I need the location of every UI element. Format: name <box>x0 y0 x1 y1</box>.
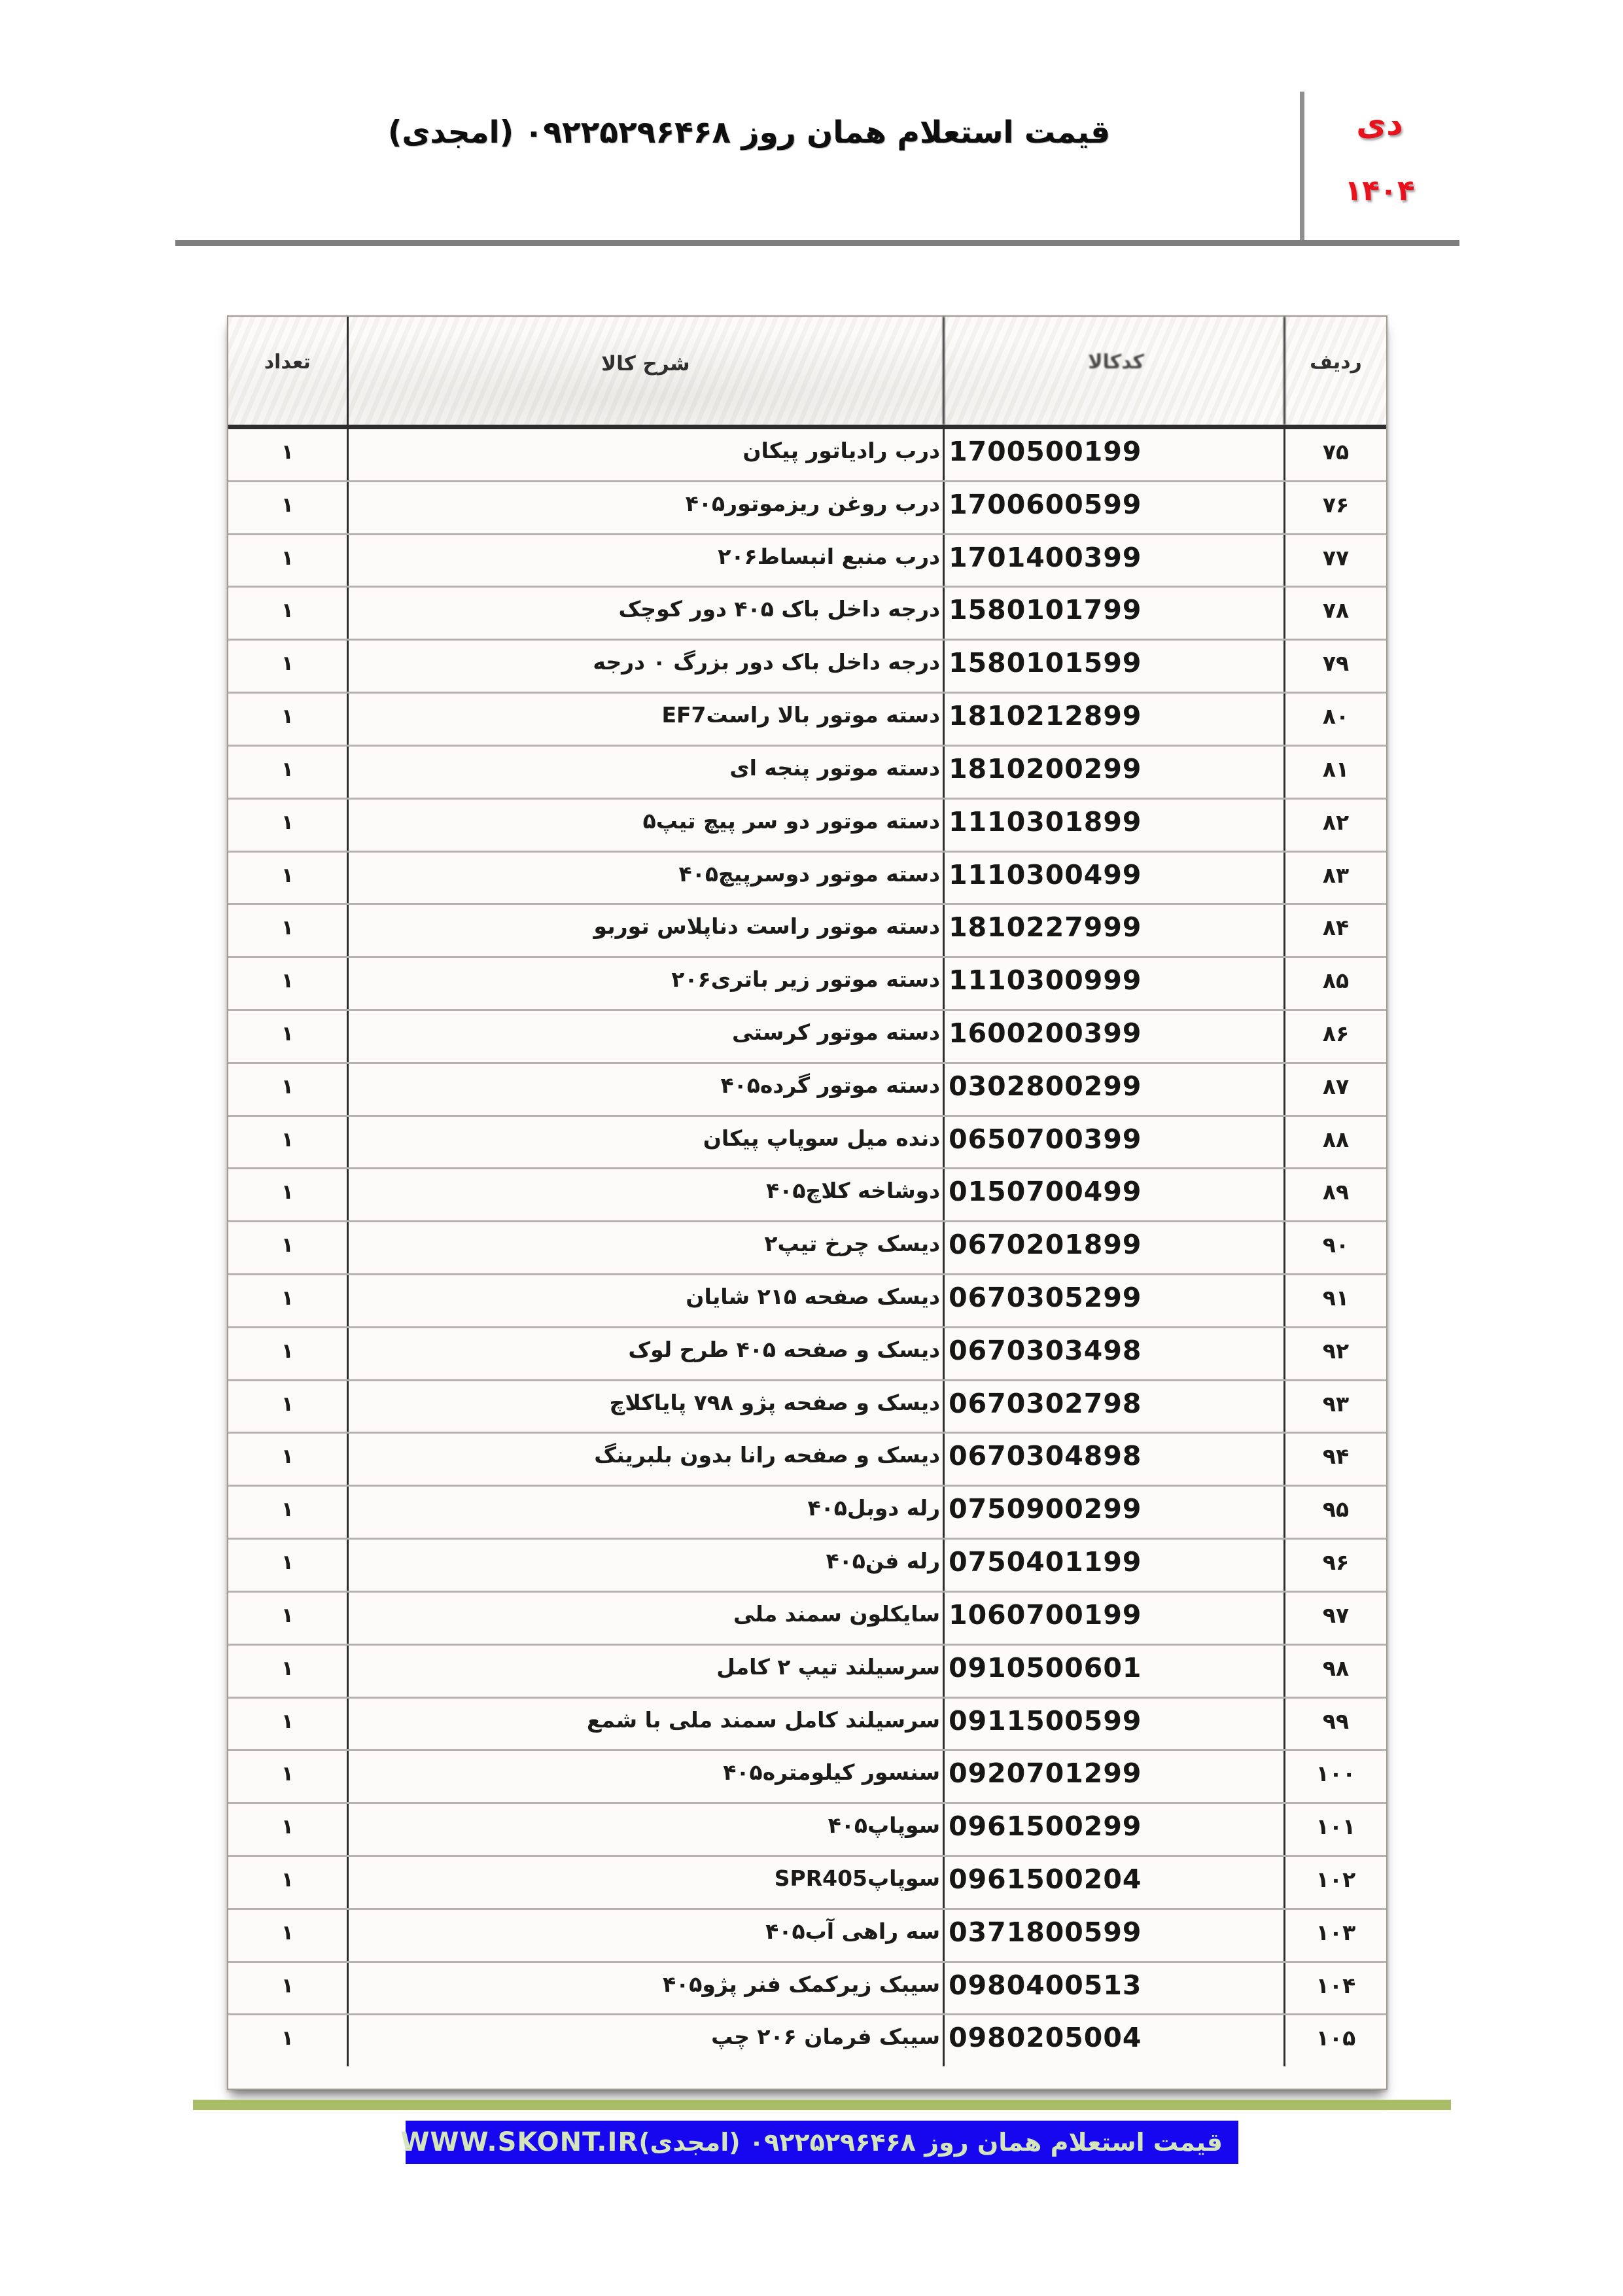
table-row <box>228 692 1386 745</box>
table-row <box>228 798 1386 851</box>
item-code: 0750900299 <box>943 1487 1285 1538</box>
row-number: ۷۹ <box>1322 650 1350 677</box>
table-row <box>228 480 1386 533</box>
item-quantity: ۱ <box>281 1074 294 1099</box>
header-rule <box>175 240 1459 246</box>
item-code: 1810227999 <box>943 905 1285 956</box>
item-code: 1060700199 <box>943 1593 1285 1644</box>
item-quantity: ۱ <box>281 916 294 940</box>
item-description: دیسک و صفحه ۴۰۵ طرح لوک <box>347 1328 943 1379</box>
item-quantity: ۱ <box>281 440 294 464</box>
item-description: درجه داخل باک ۴۰۵ دور کوچک <box>347 588 943 639</box>
column-header-description: شرح کالا <box>347 317 943 425</box>
item-code: 0670303498 <box>943 1328 1285 1379</box>
row-number: ۱۰۰ <box>1316 1761 1356 1787</box>
table-row <box>228 1009 1386 1062</box>
item-description: دسته موتور زیر باتری۲۰۶ <box>347 958 943 1009</box>
item-description: سوپاپSPR405 <box>347 1857 943 1908</box>
item-quantity: ۱ <box>281 599 294 623</box>
item-description: سنسور کیلومتره۴۰۵ <box>347 1751 943 1802</box>
column-header-code: کدکالا <box>943 317 1285 425</box>
row-number: ۹۶ <box>1322 1549 1350 1576</box>
row-number: ۱۰۲ <box>1316 1866 1356 1892</box>
footer-green-bar <box>193 2100 1451 2110</box>
row-number: ۸۱ <box>1322 756 1350 782</box>
item-description: دیسک و صفحه رانا بدون بلبرینگ <box>347 1434 943 1485</box>
item-code: 0910500601 <box>943 1646 1285 1697</box>
item-code: 0961500204 <box>943 1857 1285 1908</box>
item-code: 0961500299 <box>943 1804 1285 1855</box>
table-row <box>228 586 1386 639</box>
item-code: 0650700399 <box>943 1117 1285 1168</box>
table-header-row <box>228 317 1386 429</box>
row-number: ۹۵ <box>1322 1496 1350 1523</box>
table-row <box>228 956 1386 1009</box>
item-quantity: ۱ <box>281 1551 294 1575</box>
table-row <box>228 1538 1386 1591</box>
item-quantity: ۱ <box>281 1603 294 1627</box>
row-number: ۸۵ <box>1322 968 1350 994</box>
item-quantity: ۱ <box>281 1762 294 1786</box>
row-number: ۹۲ <box>1322 1337 1350 1364</box>
row-number: ۹۰ <box>1322 1232 1350 1258</box>
item-code: 1700500199 <box>943 429 1285 480</box>
row-number: ۱۰۵ <box>1316 2025 1356 2051</box>
item-code: 1810200299 <box>943 747 1285 798</box>
item-quantity: ۱ <box>281 1709 294 1733</box>
item-code: 0670305299 <box>943 1275 1285 1326</box>
item-description: سرسیلند تیپ ۲ کامل <box>347 1646 943 1697</box>
item-description: رله فن۴۰۵ <box>347 1540 943 1591</box>
table-row <box>228 1644 1386 1697</box>
item-description: دنده میل سوپاپ پیکان <box>347 1117 943 1168</box>
row-number: ۸۷ <box>1322 1073 1350 1099</box>
table-row <box>228 1749 1386 1802</box>
row-number: ۸۹ <box>1322 1179 1350 1205</box>
row-number: ۹۹ <box>1322 1708 1350 1734</box>
item-code: 0670302798 <box>943 1381 1285 1432</box>
item-code: 0980400513 <box>943 1963 1285 2014</box>
item-code: 1110300499 <box>943 853 1285 904</box>
table-row <box>228 1908 1386 1961</box>
table-body <box>228 429 1386 2089</box>
table-row <box>228 1273 1386 1326</box>
item-code: 0980205004 <box>943 2015 1285 2066</box>
row-number: ۹۳ <box>1322 1390 1350 1417</box>
item-description: درب منبع انبساط۲۰۶ <box>347 535 943 586</box>
table-row <box>228 1591 1386 1644</box>
item-code: 1110300999 <box>943 958 1285 1009</box>
item-description: دسته موتور کرستی <box>347 1011 943 1062</box>
table-row <box>228 639 1386 692</box>
item-quantity: ۱ <box>281 652 294 676</box>
item-quantity: ۱ <box>281 1286 294 1310</box>
row-number: ۱۰۱ <box>1316 1814 1356 1840</box>
table-row <box>228 1115 1386 1168</box>
item-code: 0920701299 <box>943 1751 1285 1802</box>
item-code: 0302800299 <box>943 1064 1285 1115</box>
item-quantity: ۱ <box>281 1392 294 1416</box>
item-quantity: ۱ <box>281 757 294 781</box>
item-code: 1600200399 <box>943 1011 1285 1062</box>
date-year: ۱۴۰۴ <box>1344 174 1415 207</box>
item-code: 1700600599 <box>943 482 1285 533</box>
item-code: 1110301899 <box>943 800 1285 851</box>
row-number: ۹۷ <box>1322 1602 1350 1628</box>
item-quantity: ۱ <box>281 863 294 887</box>
item-quantity: ۱ <box>281 1021 294 1046</box>
item-description: سایکلون سمند ملی <box>347 1593 943 1644</box>
item-code: 0670304898 <box>943 1434 1285 1485</box>
item-description: دسته موتور بالا راستEF7 <box>347 694 943 745</box>
item-code: 0371800599 <box>943 1910 1285 1961</box>
row-number: ۱۰۴ <box>1316 1972 1356 1998</box>
row-number: ۸۴ <box>1322 915 1350 941</box>
row-number: ۹۴ <box>1322 1443 1350 1470</box>
row-number: ۹۸ <box>1322 1655 1350 1681</box>
table-row <box>228 1167 1386 1220</box>
item-description: دیسک صفحه ۲۱۵ شایان <box>347 1275 943 1326</box>
scanned-price-table <box>227 315 1387 2090</box>
item-quantity: ۱ <box>281 1498 294 1522</box>
item-quantity: ۱ <box>281 705 294 729</box>
row-number: ۸۰ <box>1322 703 1350 730</box>
item-description: سه راهی آب۴۰۵ <box>347 1910 943 1961</box>
item-description: درب روغن ریزموتور۴۰۵ <box>347 482 943 533</box>
item-quantity: ۱ <box>281 810 294 834</box>
row-number: ۷۵ <box>1322 439 1350 465</box>
table-row <box>228 903 1386 956</box>
footer-banner <box>400 2121 1238 2164</box>
row-number: ۷۶ <box>1322 491 1350 518</box>
item-description: دسته موتور دو سر پیچ تیپ۵ <box>347 800 943 851</box>
table-row <box>228 1220 1386 1273</box>
item-description: دوشاخه کلاچ۴۰۵ <box>347 1169 943 1220</box>
row-number: ۸۶ <box>1322 1020 1350 1046</box>
item-code: 0750401199 <box>943 1540 1285 1591</box>
table-row <box>228 1855 1386 1908</box>
row-number: ۷۷ <box>1322 544 1350 571</box>
item-quantity: ۱ <box>281 2026 294 2051</box>
date-month: دی <box>1356 105 1403 143</box>
page-title: قیمت استعلام همان روز ۰۹۲۲۵۲۹۶۴۶۸ (امجدی) <box>387 115 1111 150</box>
column-header-quantity: تعداد <box>264 351 311 374</box>
item-description: سوپاپ۴۰۵ <box>347 1804 943 1855</box>
row-number: ۹۱ <box>1322 1285 1350 1311</box>
item-code: 0670201899 <box>943 1222 1285 1273</box>
item-code: 0911500599 <box>943 1699 1285 1750</box>
item-quantity: ۱ <box>281 969 294 993</box>
table-row <box>228 1802 1386 1855</box>
row-number: ۷۸ <box>1322 597 1350 624</box>
item-quantity: ۱ <box>281 493 294 517</box>
item-code: 1580101799 <box>943 588 1285 639</box>
table-row <box>228 429 1386 480</box>
item-quantity: ۱ <box>281 1656 294 1680</box>
item-quantity: ۱ <box>281 1815 294 1839</box>
item-description: دسته موتور راست دناپلاس توربو <box>347 905 943 956</box>
table-row <box>228 2013 1386 2066</box>
item-code: 1580101599 <box>943 641 1285 692</box>
item-quantity: ۱ <box>281 1445 294 1469</box>
table-row <box>228 1379 1386 1432</box>
footer-contact-text: قیمت استعلام همان روز ۰۹۲۲۵۲۹۶۴۶۸ (امجدی) <box>638 2128 1223 2157</box>
table-row <box>228 1961 1386 2014</box>
item-description: دسته موتور دوسرپیچ۴۰۵ <box>347 853 943 904</box>
item-description: درب رادیاتور پیکان <box>347 429 943 480</box>
item-description: دسته موتور پنجه ای <box>347 747 943 798</box>
item-quantity: ۱ <box>281 546 294 570</box>
item-description: سرسیلند کامل سمند ملی با شمع <box>347 1699 943 1750</box>
item-description: سیبک زیرکمک فنر پژو۴۰۵ <box>347 1963 943 2014</box>
footer-website: WWW.SKONT.IR <box>400 2127 639 2157</box>
item-description: دیسک چرخ تیپ۲ <box>347 1222 943 1273</box>
column-header-row-no: ردیف <box>1310 351 1362 374</box>
item-code: 1810212899 <box>943 694 1285 745</box>
item-description: دیسک و صفحه پژو ۷۹۸ پایاکلاچ <box>347 1381 943 1432</box>
row-number: ۱۰۳ <box>1316 1919 1356 1945</box>
item-quantity: ۱ <box>281 1180 294 1205</box>
date-badge <box>1311 105 1448 207</box>
table-row <box>228 1432 1386 1485</box>
item-code: 0150700499 <box>943 1169 1285 1220</box>
item-quantity: ۱ <box>281 1339 294 1363</box>
table-row <box>228 1326 1386 1379</box>
item-description: دسته موتور گرده۴۰۵ <box>347 1064 943 1115</box>
table-row <box>228 1062 1386 1115</box>
item-code: 1701400399 <box>943 535 1285 586</box>
item-quantity: ۱ <box>281 1127 294 1152</box>
row-number: ۸۲ <box>1322 809 1350 835</box>
row-number: ۸۸ <box>1322 1126 1350 1152</box>
item-quantity: ۱ <box>281 1233 294 1258</box>
item-description: درجه داخل باک دور بزرگ ۰ درجه <box>347 641 943 692</box>
date-divider-line <box>1300 92 1304 244</box>
item-description: سیبک فرمان ۲۰۶ چپ <box>347 2015 943 2066</box>
table-row <box>228 1697 1386 1750</box>
table-row <box>228 851 1386 904</box>
item-quantity: ۱ <box>281 1920 294 1945</box>
table-row <box>228 745 1386 798</box>
row-number: ۸۳ <box>1322 862 1350 888</box>
table-row <box>228 533 1386 586</box>
item-quantity: ۱ <box>281 1867 294 1892</box>
item-quantity: ۱ <box>281 1973 294 1998</box>
item-description: رله دوبل۴۰۵ <box>347 1487 943 1538</box>
table-row <box>228 1485 1386 1538</box>
